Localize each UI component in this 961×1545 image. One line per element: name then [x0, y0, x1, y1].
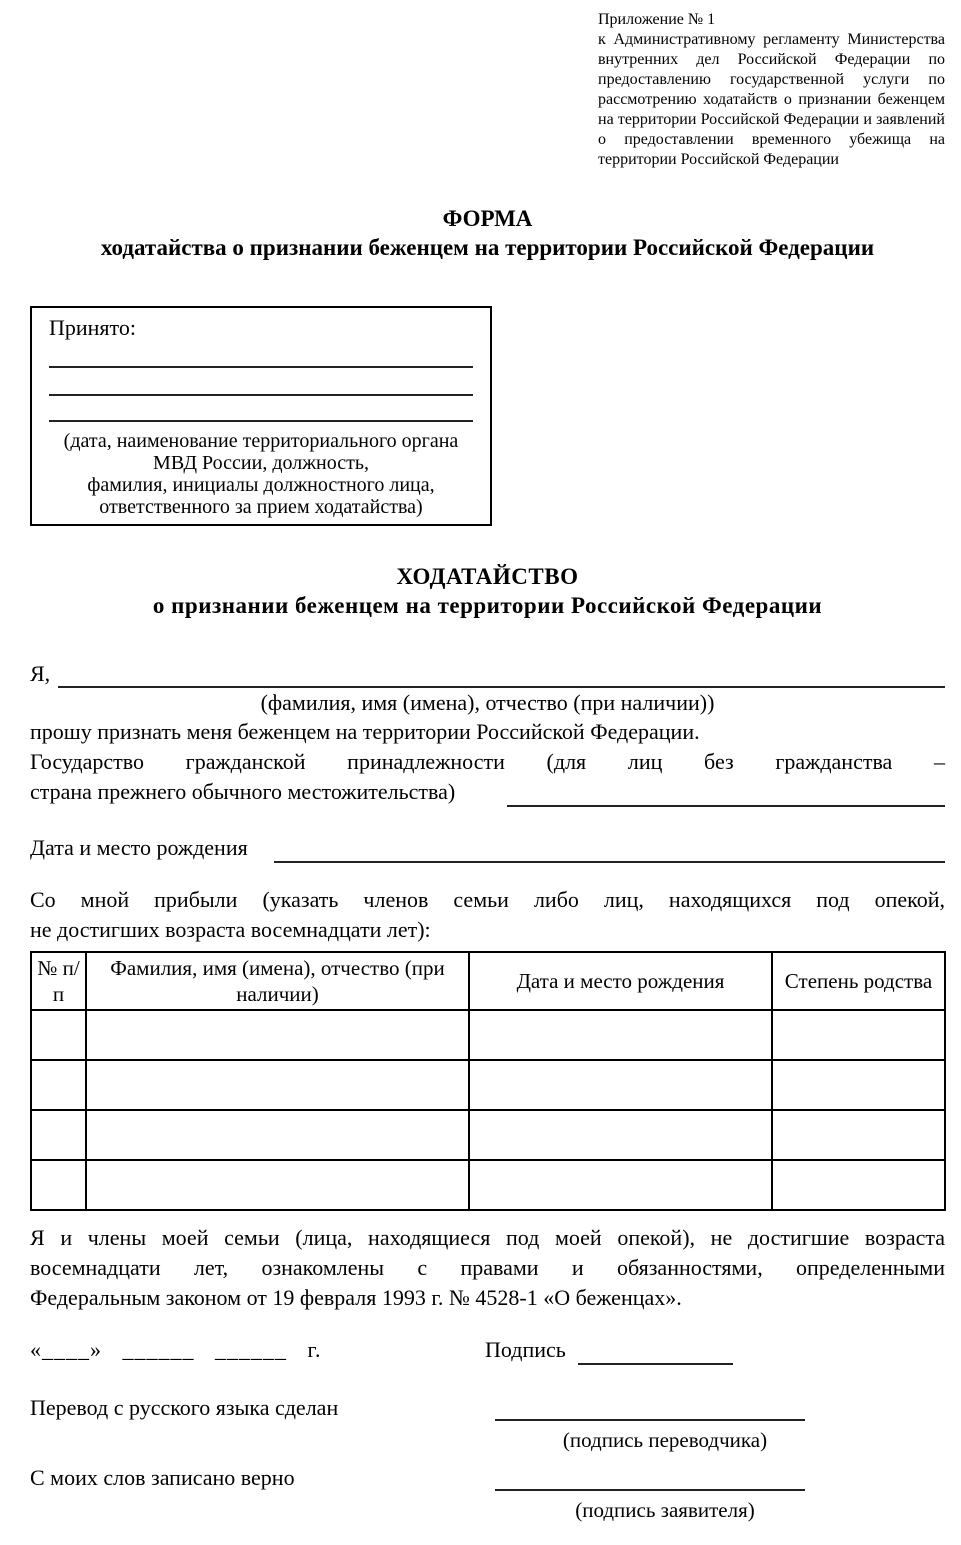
accepted-caption-line-1: (дата, наименование территориального органа: [63, 430, 459, 452]
table-cell: [469, 1010, 772, 1060]
accepted-blank-line-1: [49, 366, 473, 368]
form-title-line1: ФОРМА: [442, 206, 533, 231]
table-header-relation: Степень родства: [772, 952, 945, 1010]
table-header-name: Фамилия, имя (имена), отчество (при наличии): [86, 952, 469, 1010]
acknowledgement-line1: Я и члены моей семьи (лица, находящиеся под моей опекой), не достигшие возраста: [30, 1225, 945, 1250]
date-signature-row: [30, 1335, 945, 1365]
citizenship-line1: Государство гражданской принадлежности (для лиц без гражданства –: [30, 749, 945, 774]
table-row: [31, 1010, 945, 1060]
acknowledgement-line3: Федеральным законом от 19 февраля 1993 г. № 4528-1 «О беженцах».: [30, 1285, 682, 1310]
translator-caption: (подпись переводчика): [562, 1428, 768, 1452]
translation-label: Перевод с русского языка сделан: [30, 1395, 339, 1420]
birth-row: [30, 833, 945, 863]
table-cell: [86, 1060, 469, 1110]
birth-label: Дата и место рождения: [30, 835, 248, 860]
petition-title-line1: ХОДАТАЙСТВО: [396, 564, 579, 589]
acknowledgement-line2: восемнадцати лет, ознакомлены с правами и обязанностями, определенными: [30, 1255, 945, 1280]
table-cell: [31, 1060, 86, 1110]
request-line: прошу признать меня беженцем на территории Российской Федерации.: [30, 719, 700, 744]
applicant-caption: (подпись заявителя): [575, 1498, 755, 1522]
accepted-caption-line-2: МВД России, должность,: [153, 452, 369, 474]
table-cell: [772, 1010, 945, 1060]
family-table-body: [31, 1010, 945, 1210]
accepted-caption-line-4: ответственного за прием ходатайства): [99, 496, 423, 518]
statement-row: [30, 1463, 945, 1493]
family-intro-line2: не достигших возраста восемнадцати лет):: [30, 917, 431, 942]
table-cell: [772, 1060, 945, 1110]
annex-note-number: Приложение № 1: [598, 11, 716, 28]
applicant-name-caption: (фамилия, имя (имена), отчество (при наличии)): [260, 690, 715, 715]
family-members-table: [30, 951, 946, 1211]
table-cell: [31, 1010, 86, 1060]
accepted-caption-line-3: фамилия, инициалы должностного лица,: [87, 474, 435, 496]
signature-label: Подпись: [485, 1337, 566, 1362]
table-cell: [31, 1110, 86, 1160]
annex-note-body: к Административному регламенту Министерства внутренних дел Российской Федерации по предоставлению государственной услуги по рассмотрению ходатайств о признании беженцем на территории Российской Федерации и заявлений о предоставлении временного убежища на территории Российской Федерации: [598, 31, 945, 168]
table-cell: [31, 1160, 86, 1210]
citizenship-row2: [30, 777, 945, 807]
signature-group: [485, 1335, 733, 1365]
family-intro-line1: Со мной прибыли (указать членов семьи либо лиц, находящихся под опекой,: [30, 887, 945, 912]
statement-label: С моих слов записано верно: [30, 1465, 295, 1490]
table-cell: [86, 1110, 469, 1160]
translation-row: [30, 1393, 945, 1423]
form-title-line2: ходатайства о признании беженцем на территории Российской Федерации: [100, 235, 875, 260]
table-row: [31, 1060, 945, 1110]
table-cell: [86, 1160, 469, 1210]
table-cell: [772, 1160, 945, 1210]
accepted-label: Принято:: [49, 315, 136, 340]
accepted-blank-line-3: [49, 420, 473, 422]
accepted-blank-line-2: [49, 394, 473, 396]
table-header-row: [31, 952, 945, 1010]
annex-note: [598, 10, 945, 170]
applicant-caption-row: [30, 1495, 945, 1525]
applicant-signature-blank-line: [495, 1463, 805, 1491]
table-cell: [772, 1110, 945, 1160]
petition-title: [30, 562, 945, 620]
table-cell: [469, 1110, 772, 1160]
date-blank-line: «____» ______ ______ г.: [30, 1337, 322, 1362]
i-label: Я,: [30, 661, 51, 686]
petition-title-line2: о признании беженцем на территории Российской Федерации: [152, 593, 823, 618]
accepted-box: [30, 306, 492, 526]
table-cell: [469, 1160, 772, 1210]
translator-caption-row: [30, 1425, 945, 1455]
table-cell: [469, 1060, 772, 1110]
translator-signature-blank-line: [495, 1393, 805, 1421]
citizenship-blank-line: [507, 779, 945, 807]
table-header-number: № п/п: [31, 952, 86, 1010]
table-row: [31, 1160, 945, 1210]
applicant-name-row: [30, 660, 945, 688]
citizenship-line2: страна прежнего обычного местожительства): [30, 779, 456, 804]
table-row: [31, 1110, 945, 1160]
signature-blank-line: [578, 1337, 733, 1365]
form-title: [30, 204, 945, 262]
table-header-birth: Дата и место рождения: [469, 952, 772, 1010]
table-cell: [86, 1010, 469, 1060]
applicant-name-blank-line: [58, 662, 945, 688]
accepted-caption: [49, 430, 473, 518]
birth-blank-line: [274, 835, 945, 863]
